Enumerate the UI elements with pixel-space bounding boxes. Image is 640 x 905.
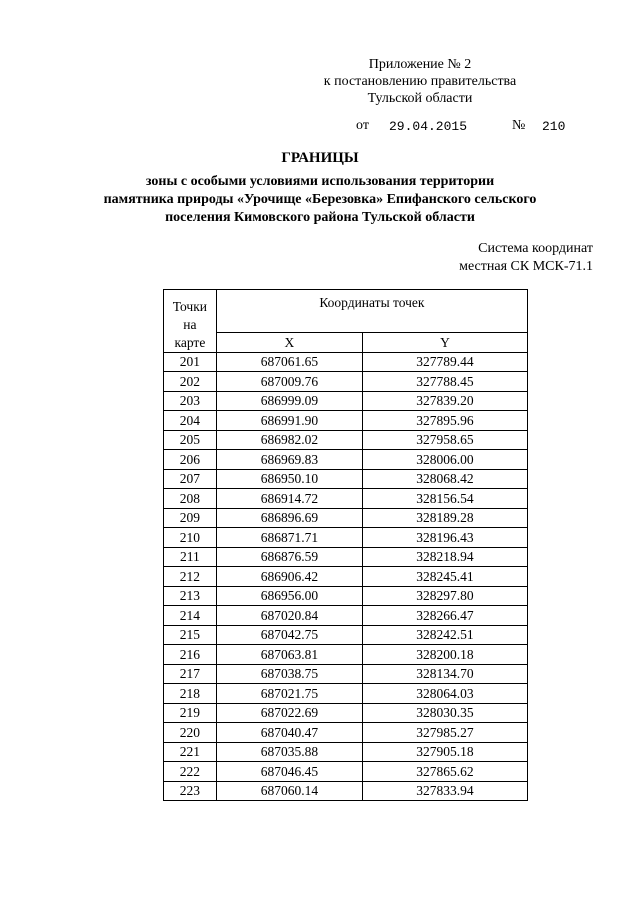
cell-x: 686956.00 xyxy=(216,586,362,606)
cell-x: 686914.72 xyxy=(216,489,362,509)
cell-y: 327905.18 xyxy=(362,742,527,762)
table-row xyxy=(164,625,528,645)
cell-y: 328242.51 xyxy=(362,625,527,645)
cell-y: 328064.03 xyxy=(362,684,527,704)
table-row xyxy=(164,469,528,489)
cell-point: 212 xyxy=(164,567,217,587)
coordinate-system xyxy=(459,240,593,276)
cell-x: 687060.14 xyxy=(216,781,362,801)
cell-point: 223 xyxy=(164,781,217,801)
cell-point: 207 xyxy=(164,469,217,489)
cell-x: 686871.71 xyxy=(216,528,362,548)
cell-x: 686896.69 xyxy=(216,508,362,528)
table-row xyxy=(164,547,528,567)
header-y: Y xyxy=(362,333,527,353)
table-row xyxy=(164,391,528,411)
header-x: X xyxy=(216,333,362,353)
table-row xyxy=(164,703,528,723)
table-body xyxy=(164,352,528,801)
cell-x: 687020.84 xyxy=(216,606,362,626)
cell-x: 687022.69 xyxy=(216,703,362,723)
table-row xyxy=(164,762,528,782)
cell-point: 214 xyxy=(164,606,217,626)
cell-x: 687061.65 xyxy=(216,352,362,372)
cell-y: 327895.96 xyxy=(362,411,527,431)
coordinates-table xyxy=(163,289,528,801)
cell-point: 204 xyxy=(164,411,217,431)
cell-point: 220 xyxy=(164,723,217,743)
table-row xyxy=(164,606,528,626)
cell-x: 686999.09 xyxy=(216,391,362,411)
cell-point: 202 xyxy=(164,372,217,392)
cell-y: 328196.43 xyxy=(362,528,527,548)
cell-y: 328218.94 xyxy=(362,547,527,567)
cell-y: 328134.70 xyxy=(362,664,527,684)
table-row xyxy=(164,742,528,762)
cell-y: 328245.41 xyxy=(362,567,527,587)
table-row xyxy=(164,372,528,392)
cell-y: 327833.94 xyxy=(362,781,527,801)
table-row xyxy=(164,645,528,665)
cell-point: 215 xyxy=(164,625,217,645)
decree-number-label: № xyxy=(512,118,526,133)
cell-y: 328266.47 xyxy=(362,606,527,626)
cell-point: 210 xyxy=(164,528,217,548)
table-row xyxy=(164,528,528,548)
cell-x: 686950.10 xyxy=(216,469,362,489)
document-subtitle-line-2: памятника природы «Урочище «Березовка» Епифанского сельского xyxy=(103,192,537,207)
document-title: ГРАНИЦЫ xyxy=(281,150,359,166)
cell-y: 327839.20 xyxy=(362,391,527,411)
appendix-title: Приложение № 2 xyxy=(368,57,472,72)
cell-y: 328068.42 xyxy=(362,469,527,489)
cell-point: 211 xyxy=(164,547,217,567)
cell-x: 687063.81 xyxy=(216,645,362,665)
cell-y: 328200.18 xyxy=(362,645,527,665)
table-row xyxy=(164,430,528,450)
cell-point: 206 xyxy=(164,450,217,470)
table-row xyxy=(164,586,528,606)
appendix-reference: к постановлению правительства xyxy=(323,74,517,89)
cell-point: 216 xyxy=(164,645,217,665)
cell-x: 687042.75 xyxy=(216,625,362,645)
document-subtitle-line-3: поселения Кимовского района Тульской области xyxy=(165,210,475,225)
cell-x: 686969.83 xyxy=(216,450,362,470)
table-row xyxy=(164,450,528,470)
table-row xyxy=(164,411,528,431)
appendix-header xyxy=(300,56,540,107)
table-row xyxy=(164,684,528,704)
cell-point: 209 xyxy=(164,508,217,528)
table-row xyxy=(164,508,528,528)
cell-y: 327788.45 xyxy=(362,372,527,392)
cell-point: 217 xyxy=(164,664,217,684)
cell-x: 686991.90 xyxy=(216,411,362,431)
cell-x: 687046.45 xyxy=(216,762,362,782)
table-row xyxy=(164,723,528,743)
header-point: Точки на карте xyxy=(164,290,217,353)
coordinate-system-name: местная СК МСК-71.1 xyxy=(459,259,593,274)
cell-x: 687040.47 xyxy=(216,723,362,743)
cell-point: 221 xyxy=(164,742,217,762)
cell-y: 328156.54 xyxy=(362,489,527,509)
cell-y: 327958.65 xyxy=(362,430,527,450)
cell-y: 327985.27 xyxy=(362,723,527,743)
table-row xyxy=(164,352,528,372)
decree-date: 29.04.2015 xyxy=(389,119,468,134)
table-row xyxy=(164,664,528,684)
table-row xyxy=(164,567,528,587)
cell-x: 687021.75 xyxy=(216,684,362,704)
document-subtitle-line-1: зоны с особыми условиями использования территории xyxy=(145,174,495,189)
cell-x: 686906.42 xyxy=(216,567,362,587)
appendix-region: Тульской области xyxy=(367,91,473,106)
cell-point: 213 xyxy=(164,586,217,606)
cell-y: 328006.00 xyxy=(362,450,527,470)
cell-y: 327865.62 xyxy=(362,762,527,782)
document-heading xyxy=(60,150,580,227)
cell-x: 686982.02 xyxy=(216,430,362,450)
cell-point: 222 xyxy=(164,762,217,782)
header-coordinates: Координаты точек xyxy=(216,290,527,333)
coordinate-system-label: Система координат xyxy=(478,241,593,256)
cell-y: 328189.28 xyxy=(362,508,527,528)
cell-x: 687009.76 xyxy=(216,372,362,392)
cell-x: 687035.88 xyxy=(216,742,362,762)
cell-point: 201 xyxy=(164,352,217,372)
cell-y: 328297.80 xyxy=(362,586,527,606)
cell-point: 205 xyxy=(164,430,217,450)
cell-point: 208 xyxy=(164,489,217,509)
cell-x: 687038.75 xyxy=(216,664,362,684)
decree-from-label: от xyxy=(356,118,369,133)
cell-y: 327789.44 xyxy=(362,352,527,372)
cell-y: 328030.35 xyxy=(362,703,527,723)
cell-point: 218 xyxy=(164,684,217,704)
cell-x: 686876.59 xyxy=(216,547,362,567)
cell-point: 203 xyxy=(164,391,217,411)
table-row xyxy=(164,489,528,509)
cell-point: 219 xyxy=(164,703,217,723)
table-row xyxy=(164,781,528,801)
decree-number: 210 xyxy=(542,119,566,134)
